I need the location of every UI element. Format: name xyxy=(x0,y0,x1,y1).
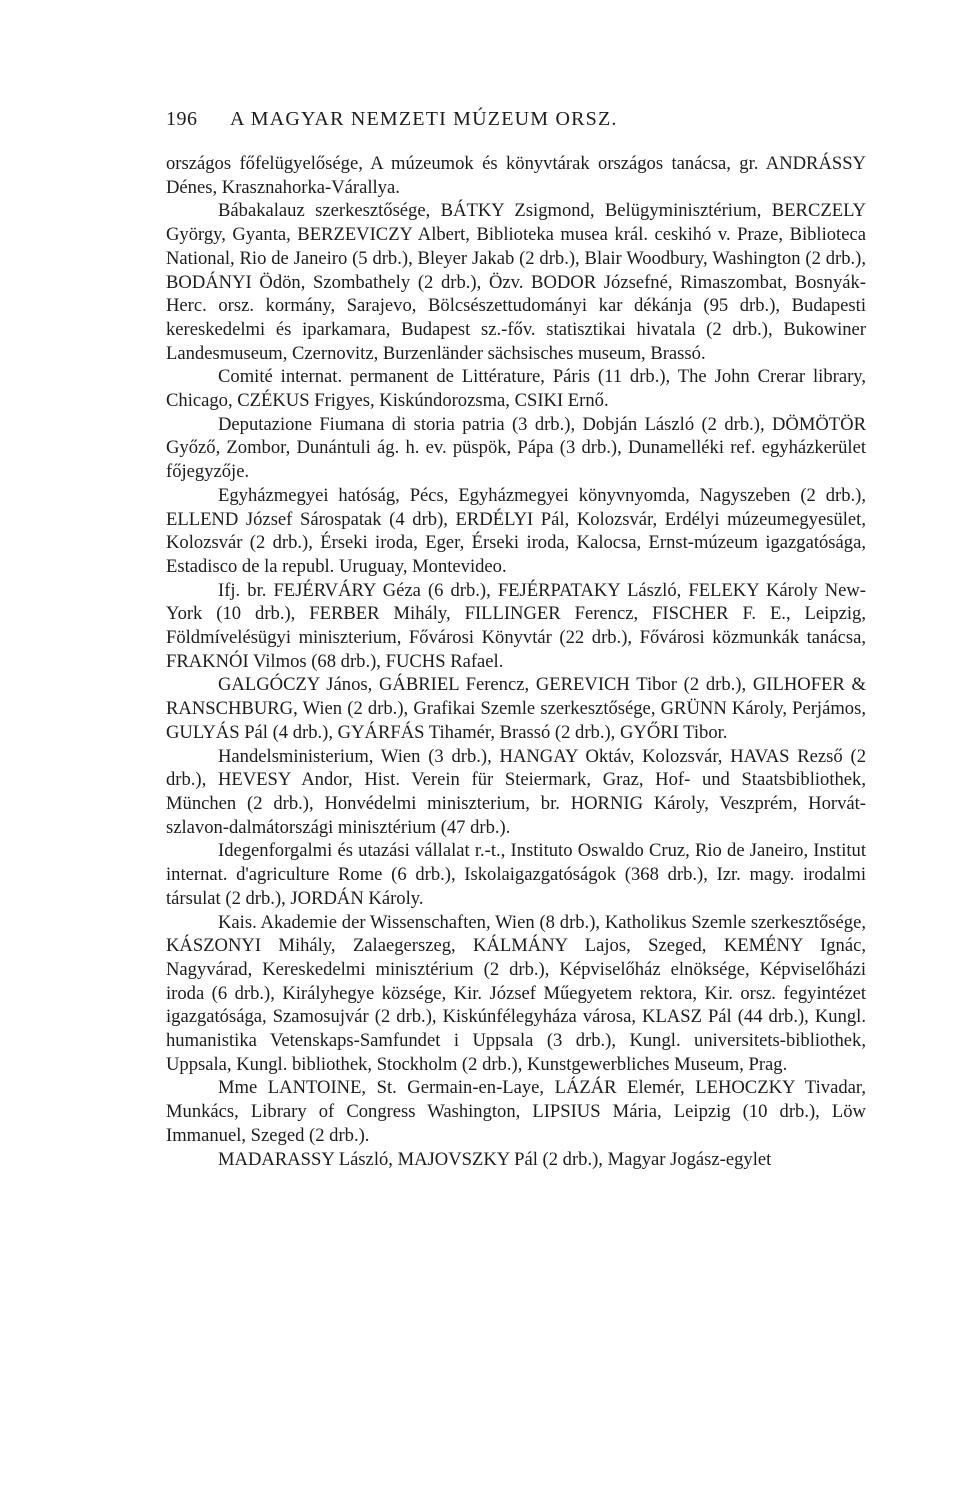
paragraph: Ifj. br. FEJÉRVÁRY Géza (6 drb.), FEJÉRPATAKY László, FELEKY Károly New-York (10 drb.), FERBER Mihály, FILLINGER Ferencz, FISCHER F. E., Leipzig, Földmívelésügyi miniszterium, Fővárosi Könyvtár (22 drb.), Fővárosi közmunkák tanácsa, FRAKNÓI Vilmos (68 drb.), FUCHS Rafael. xyxy=(166,579,866,672)
paragraph: Handelsministerium, Wien (3 drb.), HANGAY Oktáv, Kolozsvár, HAVAS Rezső (2 drb.), HEVESY Andor, Hist. Verein für Steiermark, Graz, Hof- und Staatsbibliothek, München (2 drb.), Honvédelmi miniszterium, br. HORNIG Károly, Veszprém, Horvát-szlavon-dalmátországi minisztérium (47 drb.). xyxy=(166,745,866,838)
paragraph: Deputazione Fiumana di storia patria (3 drb.), Dobján László (2 drb.), DÖMÖTÖR Győző, Zombor, Dunántuli ág. h. ev. püspök, Pápa (3 drb.), Dunamelléki ref. egyházkerület főjegyzője. xyxy=(166,413,866,483)
paragraph: MADARASSY László, MAJOVSZKY Pál (2 drb.), Magyar Jogász-egylet xyxy=(218,1148,772,1170)
paragraph: Mme LANTOINE, St. Germain-en-Laye, LÁZÁR Elemér, LEHOCZKY Tivadar, Munkács, Library of Congress Washington, LIPSIUS Mária, Leipzig (10 drb.), Löw Immanuel, Szeged (2 drb.). xyxy=(166,1077,866,1146)
paragraph: Bábakalauz szerkesztősége, BÁTKY Zsigmond, Belügyminisztérium, BERCZELY György, Gyanta, BERZEVICZY Albert, Biblioteka musea král. ceskihó v. Praze, Biblioteca National, Rio de Janeiro (5 drb.), Bleyer Jakab (2 drb.), Blair Woodbury, Washington (2 drb.), BODÁNYI Ödön, Szombathely (2 drb.), Özv. BODOR Józsefné, Rimaszombat, Bosnyák-Herc. orsz. kormány, Sarajevo, Bölcsészettudományi kar dékánja (95 drb.), Budapesti kereskedelmi és iparkamara, Budapest sz.-főv. statisztikai hivatala (2 drb.), Bukowiner Landesmuseum, Czernovitz, Burzenländer sächsisches museum, Brassó. xyxy=(166,200,866,364)
body-text xyxy=(166,152,866,1171)
page-number: 196 xyxy=(166,108,198,130)
page-header xyxy=(166,108,866,152)
paragraph: országos főfelügyelősége, A múzeumok és könyvtárak országos tanácsa, gr. ANDRÁSSY Dénes, Krasznahorka-Várallya. xyxy=(166,153,866,198)
paragraph: Kais. Akademie der Wissenschaften, Wien (8 drb.), Katholikus Szemle szerkesztősége, KÁSZONYI Mihály, Zalaegerszeg, KÁLMÁNY Lajos, Szeged, KEMÉNY Ignác, Nagyvárad, Kereskedelmi minisztérium (2 drb.), Képviselőház elnöksége, Képviselőházi iroda (6 drb.), Királyhegye községe, Kir. József Műegyetem rektora, Kir. orsz. fegyintézet igazgatósága, Szamosujvár (2 drb.), Kiskúnfélegyháza városa, KLASZ Pál (44 drb.), Kungl. humanistika Vetenskaps-Samfundet i Uppsala (3 drb.), Kungl. universitets-bibliothek, Uppsala, Kungl. bibliothek, Stockholm (2 drb.), Kunstgewerbliches Museum, Prag. xyxy=(166,911,866,1075)
page xyxy=(166,108,866,1171)
running-head: A MAGYAR NEMZETI MÚZEUM ORSZ. xyxy=(230,108,618,130)
paragraph: GALGÓCZY János, GÁBRIEL Ferencz, GEREVICH Tibor (2 drb.), GILHOFER & RANSCHBURG, Wien (2 drb.), Grafikai Szemle szerkesztősége, GRÜNN Károly, Perjámos, GULYÁS Pál (4 drb.), GYÁRFÁS Tihamér, Brassó (2 drb.), GYŐRI Tibor. xyxy=(166,674,866,743)
paragraph: Idegenforgalmi és utazási vállalat r.-t., Instituto Oswaldo Cruz, Rio de Janeiro, Institut internat. d'agriculture Rome (6 drb.), Iskolaigazgatóságok (368 drb.), Izr. magy. irodalmi társulat (2 drb.), JORDÁN Károly. xyxy=(166,840,866,909)
paragraph: Egyházmegyei hatóság, Pécs, Egyházmegyei könyvnyomda, Nagyszeben (2 drb.), ELLEND József Sárospatak (4 drb), ERDÉLYI Pál, Kolozsvár, Erdélyi múzeumegyesület, Kolozsvár (2 drb.), Érseki iroda, Eger, Érseki iroda, Kalocsa, Ernst-múzeum igazgatósága, Estadisco de la republ. Uruguay, Montevideo. xyxy=(166,484,866,577)
paragraph: Comité internat. permanent de Littérature, Páris (11 drb.), The John Crerar library, Chicago, CZÉKUS Frigyes, Kiskúndorozsma, CSIKI Ernő. xyxy=(166,366,866,412)
